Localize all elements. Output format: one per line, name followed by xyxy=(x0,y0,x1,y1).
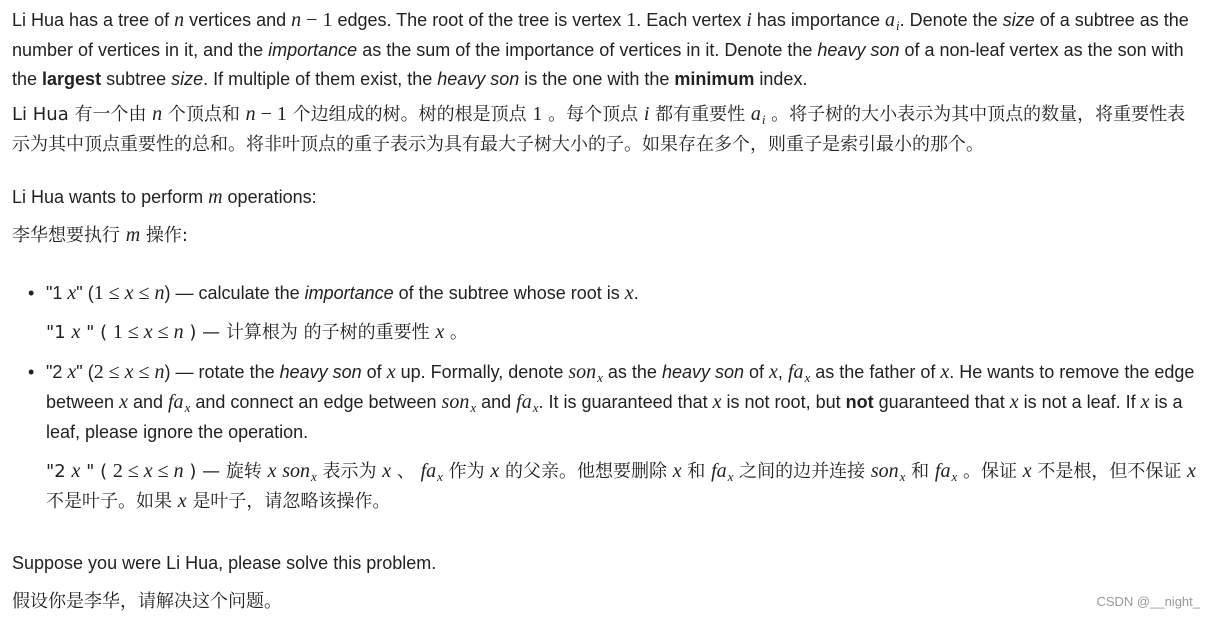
op2-en: "2 x" (2 ≤ x ≤ n) — rotate the heavy son of x up. Formally, denote son$_x$ as the heavy son of x, $fa_x$ as the father of x. He wants to remove the edge between x and $fa_x$ and connect an edge between son$_x$ and $fa_x$. It is guaranteed that x is not root, but not guaranteed that x is not a leaf. If x is a leaf, please ignore the operation. xyxy=(46,361,1195,442)
list-item-op1: • "1 x" (1 ≤ x ≤ n) — calculate the importance of the subtree whose root is x. "1 x " ( 1 ≤ x ≤ n ) — 计算根为 的子树的重要性 x 。 xyxy=(12,279,1202,347)
paragraph-zh-2: 李华想要执行 m 操作: xyxy=(12,224,188,246)
list-item-op2: • "2 x" (2 ≤ x ≤ n) — rotate the heavy son of x up. Formally, denote son$_x$ as the heavy son of x, $fa_x$ as the father of x. He wants to remove the edge between x and $fa_x$ and connect an edge between son$_x$ and $fa_x$. It is guaranteed that x is not root, but not guaranteed that x is not a leaf. If x is a leaf, please ignore the operation. "2 x " ( 2 ≤ x ≤ n ) — 旋转 x son$_x$ 表示为 x 、 $fa_x$ 作为 x 的父亲。他想要删除 x 和 $fa_x$ 之间的边并连接 son$_x$ 和 $fa_x$ 。保证 x 不是根，但不保证 x 不是叶子。如果 x 是叶子，请忽略该操作。 xyxy=(12,358,1202,516)
math-n: n xyxy=(174,9,185,31)
op1-zh: "1 x " ( 1 ≤ x ≤ n ) — 计算根为 的子树的重要性 x 。 xyxy=(46,321,468,343)
csdn-watermark: CSDN @__night_ xyxy=(1096,594,1200,609)
op2-zh: "2 x " ( 2 ≤ x ≤ n ) — 旋转 x son$_x$ 表示为 x 、 $fa_x$ 作为 x 的父亲。他想要删除 x 和 $fa_x$ 之间的边并连接 son$_x$ 和 $fa_x$ 。保证 x 不是根，但不保证 x 不是叶子。如果 x 是叶子，请忽略该操作。 xyxy=(46,460,1196,512)
paragraph-en-2: Li Hua wants to perform m operations: xyxy=(12,186,317,208)
paragraph-zh-1: Li Hua 有一个由 n 个顶点和 n − 1 个边组成的树。树的根是顶点 1 。每个顶点 i 都有重要性 $a_i$ 。将子树的大小表示为其中顶点的数量，将重要性表示为其中顶点重要性的总和。将非叶顶点的重子表示为具有最大子树大小的子。如果存在多个，则重子是索引最小的那个。 xyxy=(12,103,1186,155)
paragraph-zh-3: 假设你是李华，请解决这个问题。 xyxy=(12,591,282,612)
paragraph-en-3: Suppose you were Li Hua, please solve this problem. xyxy=(12,553,437,573)
op1-en: "1 x" (1 ≤ x ≤ n) — calculate the importance of the subtree whose root is x. xyxy=(46,282,639,304)
operations-list xyxy=(12,279,1202,516)
problem-statement xyxy=(12,0,1202,616)
paragraph-en-1: Li Hua has a tree of n vertices and n − 1 edges. The root of the tree is vertex 1. Each vertex i has importance $a_i$. Denote the size of a subtree as the number of vertices in it, and the importance as the sum of the importance of vertices in it. Denote the heavy son of a non-leaf vertex as the son with the largest subtree size. If multiple of them exist, the heavy son is the one with the minimum index. xyxy=(12,9,1189,89)
